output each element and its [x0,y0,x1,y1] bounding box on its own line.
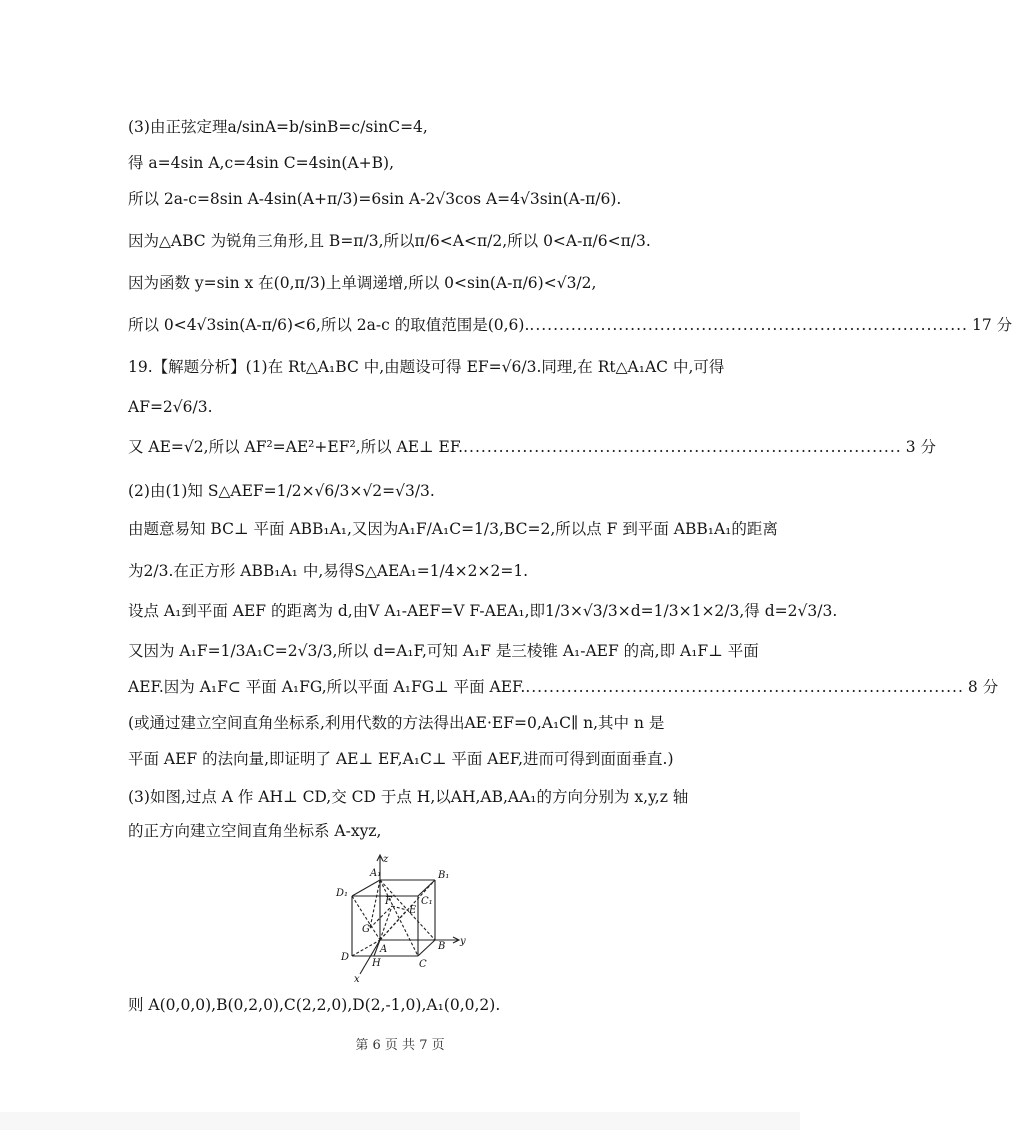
segment-af [380,906,392,940]
text-line: 19.【解题分析】(1)在 Rt△A₁BC 中,由题设可得 EF=√6/3.同理,在 Rt△A₁AC 中,可得 [128,358,725,376]
text-line: (或通过建立空间直角坐标系,利用代数的方法得出AE·EF=0,A₁C∥ n,其中 n 是 [128,714,665,732]
edge-d1a1 [352,880,380,896]
text-line: AF=2√6/3. [128,398,213,416]
score-line-text: AEF.因为 A₁F⊂ 平面 A₁FG,所以平面 A₁FG⊥ 平面 AEF. [128,678,526,696]
text-line: 得 a=4sin A,c=4sin C=4sin(A+B), [128,154,395,172]
text-line: (3)由正弦定理a/sinA=b/sinB=c/sinC=4, [128,118,428,136]
score-line [128,436,937,458]
edge-bc [418,940,435,956]
label-b1: B₁ [438,870,450,881]
segment-a1g [370,880,380,928]
label-a1: A₁ [370,868,382,879]
label-d: D [341,952,350,963]
score-line-text: 又 AE=√2,所以 AF²=AE²+EF²,所以 AE⊥ EF. [128,438,464,456]
text-line: 又因为 A₁F=1/3A₁C=2√3/3,所以 d=A₁F,可知 A₁F 是三棱锥 A₁-AEF 的高,即 A₁F⊥ 平面 [128,642,759,660]
cube-figure [330,852,472,984]
text-line: 因为△ABC 为锐角三角形,且 B=π/3,所以π/6<A<π/2,所以 0<A-π/6<π/3. [128,232,651,250]
label-a: A [380,944,388,955]
text-line: 则 A(0,0,0),B(0,2,0),C(2,2,0),D(2,-1,0),A₁(0,0,2). [128,996,501,1014]
cube-diagram [330,852,472,984]
bottom-margin [0,1112,800,1130]
dot-leader: .......................................................................... [525,678,964,696]
score-line [128,676,999,698]
label-y: y [460,936,466,947]
label-c1: C₁ [421,896,433,907]
dot-leader: .......................................................................... [463,438,902,456]
score-line-text: 所以 0<4√3sin(A-π/6)<6,所以 2a-c 的取值范围是(0,6). [128,316,530,334]
label-e: E [409,905,417,916]
text-line: 平面 AEF 的法向量,即证明了 AE⊥ EF,A₁C⊥ 平面 AEF,进而可得到面面垂直.) [128,750,674,768]
label-x: x [354,974,360,985]
label-b: B [438,941,446,952]
text-line: 因为函数 y=sin x 在(0,π/3)上单调递增,所以 0<sin(A-π/6)<√3/2, [128,274,597,292]
score-value: 3 分 [905,438,937,456]
segment-gf [370,906,392,928]
score-line [128,314,1012,336]
text-line: 所以 2a-c=8sin A-4sin(A+π/3)=6sin A-2√3cos A=4√3sin(A-π/6). [128,190,622,208]
text-line: (2)由(1)知 S△AEF=1/2×√6/3×√2=√3/3. [128,482,435,500]
label-c: C [419,959,427,970]
text-line: (3)如图,过点 A 作 AH⊥ CD,交 CD 于点 H,以AH,AB,AA₁的方向分别为 x,y,z 轴 [128,788,689,806]
score-value: 17 分 [972,316,1012,334]
label-z: z [383,854,389,865]
label-h: H [372,958,381,969]
label-g: G [362,924,370,935]
text-line: 为2/3.在正方形 ABB₁A₁ 中,易得S△AEA₁=1/4×2×2=1. [128,562,529,580]
text-line: 的正方向建立空间直角坐标系 A-xyz, [128,822,382,840]
score-value: 8 分 [967,678,999,696]
label-f: F [385,896,392,907]
dot-leader: .......................................................................... [529,316,968,334]
label-d1: D₁ [336,888,349,899]
text-line: 设点 A₁到平面 AEF 的距离为 d,由V A₁-AEF=V F-AEA₁,即1/3×√3/3×d=1/3×1×2/3,得 d=2√3/3. [128,602,838,620]
page-footer: 第 6 页 共 7 页 [355,1038,445,1053]
text-line: 由题意易知 BC⊥ 平面 ABB₁A₁,又因为A₁F/A₁C=1/3,BC=2,所以点 F 到平面 ABB₁A₁的距离 [128,520,778,538]
